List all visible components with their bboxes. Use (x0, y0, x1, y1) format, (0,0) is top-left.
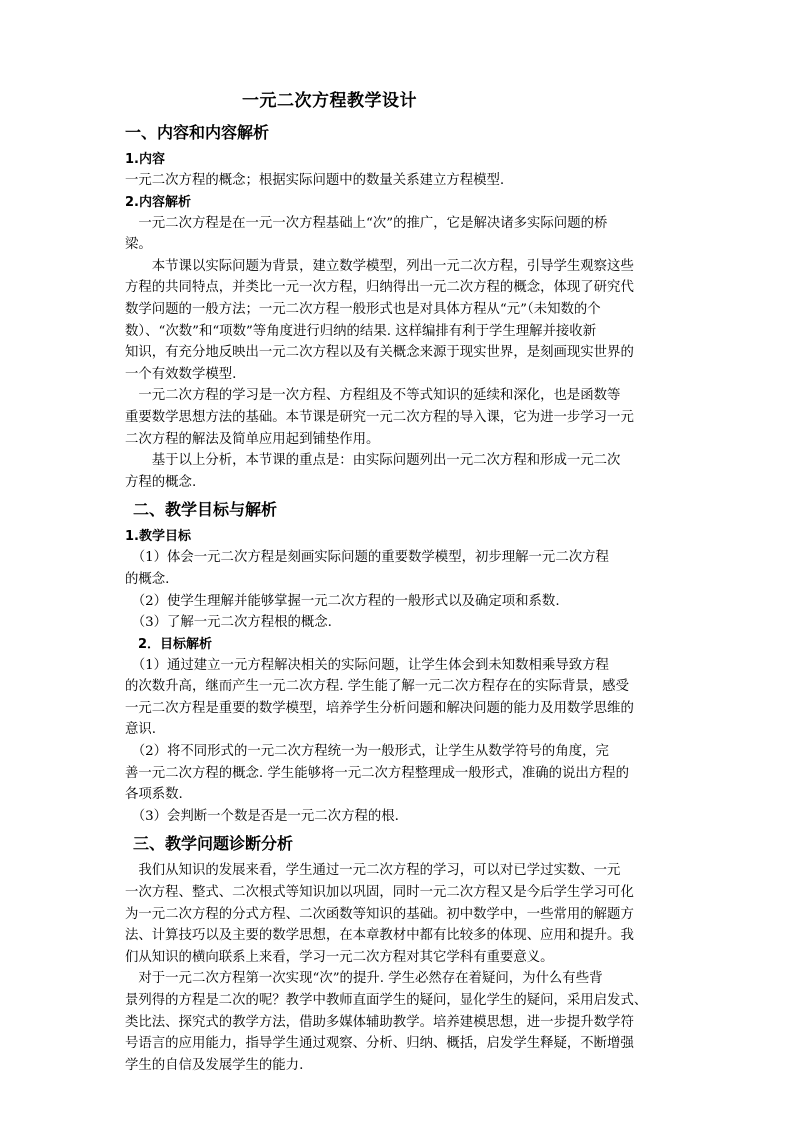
text-line: 对于一元二次方程第一次实现“次”的提升. 学生必然存在着疑问，为什么有些背 (125, 971, 603, 987)
section-heading-problem-diagnosis: 三、教学问题诊断分析 (133, 834, 294, 854)
text-line: 的次数升高，继而产生一元二次方程. 学生能了解一元二次方程存在的实际背景，感受 (125, 679, 629, 695)
text-line: 一次方程、整式、二次根式等知识加以巩固，同时一元二次方程又是今后学生学习可化 (125, 885, 634, 901)
text-line: 基于以上分析，本节课的重点是：由实际问题列出一元二次方程和形成一元二次 (125, 453, 621, 469)
text-line: 景列得的方程是二次的呢？教学中教师直面学生的疑问，显化学生的疑问，采用启发式、 (125, 993, 648, 1008)
document-title: 一元二次方程教学设计 (242, 91, 417, 111)
text-line: 类比法、探究式的教学方法，借助多媒体辅助教学。培养建模思想，进一步提升数学符 (125, 1014, 634, 1030)
text-line: 方程的共同特点，并类比一元一次方程，归纳得出一元二次方程的概念，体现了研究代 (125, 280, 634, 296)
text-line: 一个有效数学模型. (125, 366, 237, 382)
subheading-teaching-goals: 1.教学目标 (125, 529, 191, 545)
goal-item-1 (125, 547, 700, 590)
goal-analysis-3: （3）会判断一个数是否是一元二次方程的根. (125, 808, 399, 824)
goal-item-3: （3）了解一元二次方程根的概念. (125, 615, 332, 631)
text-line: 法、计算技巧以及主要的数学思想，在本章教材中都有比较多的体现、应用和提升。我 (125, 928, 634, 944)
paragraph-analysis-4 (125, 450, 700, 493)
text-line: 重要数学思想方法的基础。本节课是研究一元二次方程的导入课，它为进一步学习一元 (125, 409, 634, 425)
text-line: 们从知识的横向联系上来看，学习一元二次方程对其它学科有重要意义。 (125, 949, 554, 965)
text-line: （1）体会一元二次方程是刻画实际问题的重要数学模型，初步理解一元二次方程 (125, 550, 609, 566)
text-line: 本节课以实际问题为背景，建立数学模型，列出一元二次方程，引导学生观察这些 (125, 258, 634, 274)
diagnosis-paragraph-2 (125, 968, 700, 1076)
text-line: 的概念. (125, 571, 170, 587)
text-line: 意识. (125, 722, 157, 738)
paragraph-analysis-3 (125, 385, 700, 450)
text-line: 一元二次方程是重要的数学模型，培养学生分析问题和解决问题的能力及用数学思维的 (125, 700, 634, 716)
text-line: （1）通过建立一元方程解决相关的实际问题，让学生体会到未知数相乘导致方程 (125, 657, 609, 673)
text-line: 学生的自信及发展学生的能力. (125, 1057, 304, 1073)
subheading-content: 1.内容 (125, 152, 165, 167)
text-line: 号语言的应用能力，指导学生通过观察、分析、归纳、概括，启发学生释疑，不断增强 (125, 1036, 634, 1052)
text-line: 善一元二次方程的概念. 学生能够将一元二次方程整理成一般形式，准确的说出方程的 (125, 765, 629, 781)
text-line: 一元二次方程是在一元一次方程基础上“次”的推广，它是解决诸多实际问题的桥 (125, 215, 608, 231)
text-line: 知识，有充分地反映出一元二次方程以及有关概念来源于现实世界，是刻画现实世界的 (125, 345, 634, 361)
text-line: 梁。 (125, 237, 152, 253)
text-line: 数）、“次数”和“项数”等角度进行归纳的结果. 这样编排有利于学生理解并接收新 (125, 323, 597, 339)
text-line: 数学问题的一般方法；一元二次方程一般形式也是对具体方程从“元”（未知数的个 (125, 301, 601, 317)
paragraph-analysis-1 (125, 213, 700, 256)
subheading-goal-analysis: 2．目标解析 (125, 636, 213, 652)
text-line: 各项系数. (125, 787, 183, 803)
document-body (125, 88, 700, 1076)
text-line: 一元二次方程的学习是一次方程、方程组及不等式知识的延续和深化，也是函数等 (125, 388, 621, 404)
text-line: 二次方程的解法及简单应用起到铺垫作用。 (125, 431, 380, 447)
goal-item-2: （2）使学生理解并能够掌握一元二次方程的一般形式以及确定项和系数. (125, 593, 560, 609)
text-line: 为一元二次方程的分式方程、二次函数等知识的基础。初中数学中，一些常用的解题方 (125, 906, 634, 922)
goal-analysis-2 (125, 741, 700, 806)
diagnosis-paragraph-1 (125, 860, 700, 968)
section-heading-content-analysis: 一、内容和内容解析 (125, 123, 270, 142)
subheading-content-analysis: 2.内容解析 (125, 194, 191, 210)
section-heading-teaching-goals: 二、教学目标与解析 (133, 500, 278, 520)
goal-analysis-1 (125, 655, 700, 741)
paragraph-content: 一元二次方程的概念；根据实际问题中的数量关系建立方程模型. (125, 173, 505, 188)
text-line: （2）将不同形式的一元二次方程统一为一般形式，让学生从数学符号的角度，完 (125, 744, 609, 760)
paragraph-analysis-2 (125, 256, 700, 386)
text-line: 我们从知识的发展来看，学生通过一元二次方程的学习，可以对已学过实数、一元 (125, 863, 621, 879)
text-line: 方程的概念. (125, 474, 197, 490)
